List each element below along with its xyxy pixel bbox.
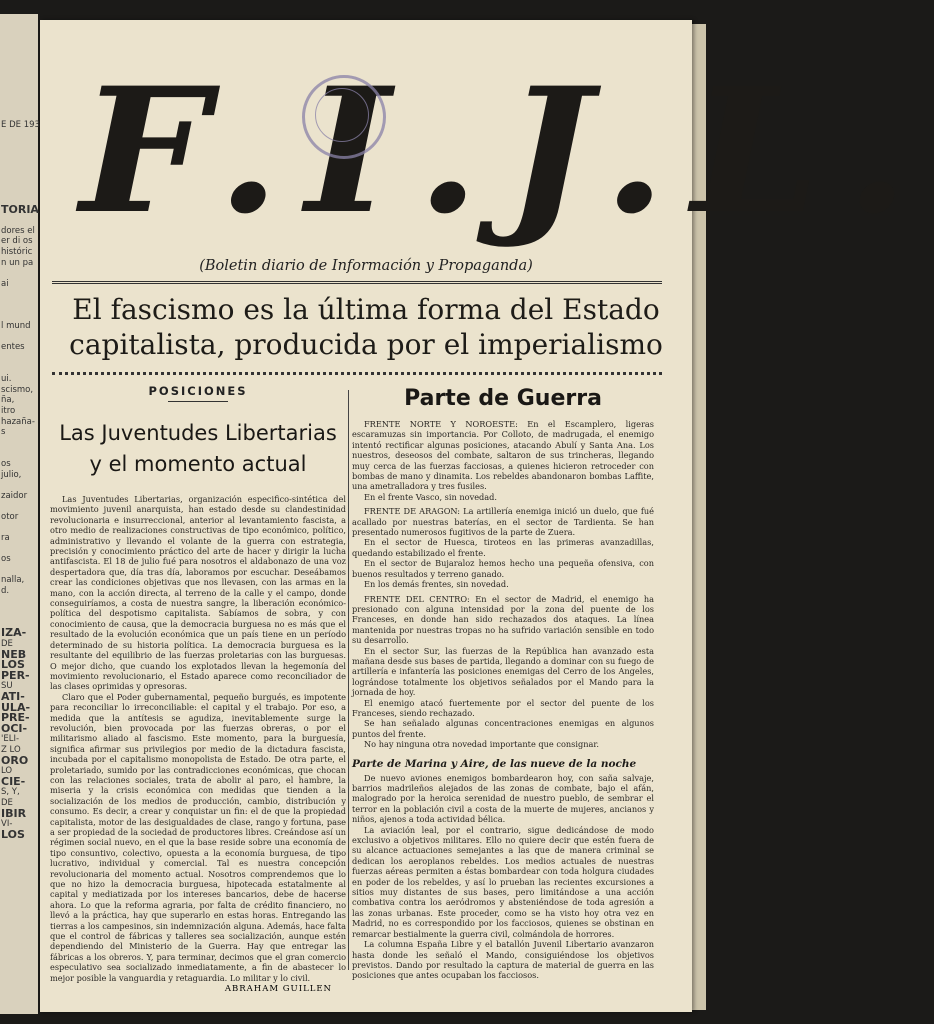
marine-air-report-body bbox=[352, 773, 654, 981]
strip-line bbox=[0, 131, 38, 142]
report-paragraph: En los demás frentes, sin novedad. bbox=[364, 579, 509, 590]
report-paragraph: Se han señalado algunas concentraciones enemigas en algunos puntos del frente. bbox=[352, 718, 654, 739]
strip-line: ra bbox=[1, 533, 10, 544]
strip-line: E DE 193 bbox=[1, 119, 40, 130]
war-report-title: Parte de Guerra bbox=[404, 386, 602, 411]
strip-line bbox=[0, 501, 38, 512]
strip-line bbox=[0, 88, 38, 99]
headline-line-1: El fascismo es la última forma del Estado bbox=[72, 293, 660, 326]
strip-line: PER- bbox=[1, 668, 30, 682]
newspaper-page bbox=[40, 20, 934, 1012]
strip-line bbox=[0, 523, 38, 534]
strip-line bbox=[0, 215, 38, 226]
masthead bbox=[40, 20, 934, 280]
strip-line bbox=[0, 565, 38, 576]
article-body bbox=[50, 494, 346, 983]
strip-line bbox=[0, 364, 38, 375]
section-label: POSICIONES bbox=[148, 384, 248, 398]
strip-line: CIE- bbox=[1, 774, 26, 788]
double-rule bbox=[52, 281, 662, 284]
strip-line bbox=[0, 14, 38, 25]
report-paragraph: La aviación leal, por el contrario, sigue dedicándose de modo exclusivo a objetivos militares. Ello no quiere decir que estén fuera de su alcance actuaciones semejantes a las que de manera criminal se dedican los aeroplanos rebeldes. Los medios actuales de nuestras fuerzas aéreas permiten a éstas bombardear con toda holgura ciudades en poder de los rebeldes, y así lo prueban las recientes excursiones a sitios muy distantes de sus bases, pero limitándose a una acción combativa contra los aeródromos y absteniéndose de toda agresión a las zonas urbanas. Este proceder, como se ha visto hoy otra vez en Madrid, no es correspondido por los facciosos, quienes se obstinan en remarcar bestialmente la guerra civil, colmándola de horrores. bbox=[352, 824, 654, 939]
strip-line: ATI- bbox=[1, 690, 25, 703]
strip-line: OCI- bbox=[1, 721, 28, 735]
strip-line: entes bbox=[1, 342, 25, 353]
strip-line: Z LO bbox=[1, 744, 21, 755]
report-paragraph: FRENTE DEL CENTRO: En el sector de Madrid, el enemigo ha presionado con alguna intensidad por la zona del puente de los Franceses, en donde han sido rechazados dos ataques. La línea mantenida por nuestras tropas no ha sufrido variación sensible en todo su desarrollo. bbox=[352, 593, 654, 646]
right-column bbox=[352, 384, 654, 981]
report-paragraph: El enemigo atacó fuertemente por el sector del puente de los Franceses, siendo rechazado. bbox=[352, 697, 654, 718]
report-paragraph: En el sector de Huesca, tiroteos en las primeras avanzadillas, quedando estabilizado el frente. bbox=[352, 537, 654, 558]
report-paragraph: La columna España Libre y el batallón Juvenil Libertario avanzaron hasta donde les señaló el Mando, consiguiéndose los objetivos previstos. Dando por resultado la captura de material de guerra en las posiciones que antes ocupaban los facciosos. bbox=[352, 939, 654, 981]
strip-line bbox=[0, 67, 38, 78]
strip-line: julio, bbox=[1, 469, 22, 480]
strip-line: hazaña- bbox=[1, 416, 35, 427]
strip-line bbox=[0, 152, 38, 163]
strip-line: VI- bbox=[1, 819, 13, 830]
strip-line: nalla, bbox=[1, 575, 25, 586]
strip-line: históric bbox=[1, 247, 33, 258]
strip-line: ui. bbox=[1, 374, 12, 385]
report-paragraph: En el sector Sur, las fuerzas de la República han avanzado esta mañana desde sus bases de partida, llegando a dominar con su fuego de artillería e infantería las posiciones enemigas del Cerro de los Angeles, lográndose totalmente los objetivos señalados por el Mando para la jornada de hoy. bbox=[352, 645, 654, 698]
strip-line: LOS bbox=[1, 658, 25, 672]
strip-line: zaidor bbox=[1, 490, 28, 501]
column-divider bbox=[348, 390, 349, 970]
strip-line: DE bbox=[1, 797, 13, 808]
strip-line: DE bbox=[1, 639, 13, 650]
strip-line bbox=[0, 99, 38, 110]
strip-line: TORIA bbox=[1, 202, 39, 216]
strip-line: dores el bbox=[1, 225, 35, 236]
article-title bbox=[50, 418, 346, 480]
strip-line bbox=[0, 480, 38, 491]
strip-line bbox=[0, 300, 38, 311]
strip-line bbox=[0, 109, 38, 120]
article-title-line-2: y el momento actual bbox=[89, 452, 307, 476]
strip-line bbox=[0, 607, 38, 618]
strip-line: os bbox=[1, 554, 11, 565]
dotted-rule bbox=[52, 372, 662, 375]
strip-line bbox=[0, 78, 38, 89]
strip-line: n un pa bbox=[1, 257, 34, 268]
section-underline bbox=[168, 401, 228, 402]
report-paragraph: De nuevo aviones enemigos bombardearon hoy, con saña salvaje, barrios madrileños alejados de las zonas de combate, bajo el afán, malogrado por la heroica serenidad de nuestro pueblo, de sembrar el terror en la población civil a costa de la muerte de mujeres, ancianos y niños, ajenos a toda actividad bélica. bbox=[352, 772, 654, 825]
strip-line: SU bbox=[1, 681, 13, 692]
strip-line bbox=[0, 597, 38, 608]
report-paragraph: FRENTE DE ARAGON: La artillería enemiga inició un duelo, que fué acallado por nuestras baterías, en el sector de Tardienta. Se han presentado numerosos fugitivos de la parte de Zuera. bbox=[352, 506, 654, 538]
strip-line: os bbox=[1, 458, 11, 469]
strip-line bbox=[0, 46, 38, 57]
strip-line bbox=[0, 25, 38, 36]
strip-line: er di os bbox=[1, 236, 33, 247]
strip-line: d. bbox=[1, 586, 10, 597]
strip-line: NEB bbox=[1, 647, 27, 661]
strip-line: scismo, bbox=[1, 384, 34, 395]
strip-line: 'ELI- bbox=[1, 734, 20, 745]
strip-line: IZA- bbox=[1, 626, 27, 640]
strip-line: PRE- bbox=[1, 711, 30, 725]
left-column bbox=[50, 384, 346, 994]
article-paragraph: Las Juventudes Libertarias, organización especifico-sintética del movimiento juvenil anarquista, han estado desde su clandestinidad revolucionaria e insurreccional, anterior al levantamiento fascista, a otro medio de realizaciones constructivas de tipo económico, político, administrativo y llevando el volante de la guerra con estrategia, precisión y conocimiento práctico del arte de hacer y dirigir la lucha antifascista. El 18 de julio fué para nosotros el aldabonazo de una voz despertadora que, día tras día, laboramos por escuchar. Deseábamos crear las condiciones objetivas que nos llevasen, con las armas en la mano, con la acción directa, al terreno de la calle y el campo, donde conseguiríamos, a costa de nuestra sangre, la liberación económico-política del despotismo capitalista. Sabíamos de sobra, y con conocimiento de causa, que la democracia burguesa no es más que el resultado de la evolución económica que un país tiene en un período determinado de su historia política. La democracia burguesa es la resultante del equilibrio de las fuerzas proletarias con las burguesas. O mejor dicho, que cuando los explotados llevan la hegemonía del movimiento revolucionario, el Estado aparece como reconciliador de las clases oprimidas y opresoras. bbox=[50, 494, 346, 692]
report-paragraph: No hay ninguna otra novedad importante que consignar. bbox=[364, 739, 600, 750]
main-headline bbox=[40, 292, 692, 362]
strip-line: ai bbox=[1, 278, 9, 289]
strip-line bbox=[0, 438, 38, 449]
report-paragraph: En el frente Vasco, sin novedad. bbox=[364, 491, 498, 502]
library-stamp bbox=[302, 75, 386, 159]
strip-line bbox=[0, 56, 38, 67]
strip-line bbox=[0, 268, 38, 279]
strip-line bbox=[0, 35, 38, 46]
strip-line bbox=[0, 162, 38, 173]
strip-line bbox=[0, 448, 38, 459]
strip-line bbox=[0, 311, 38, 322]
strip-line bbox=[0, 173, 38, 184]
headline-line-2: capitalista, producida por el imperialismo bbox=[69, 328, 663, 361]
strip-line: S, Y, bbox=[1, 787, 20, 798]
strip-line bbox=[0, 544, 38, 555]
strip-line: otor bbox=[1, 511, 19, 522]
article-title-line-1: Las Juventudes Libertarias bbox=[59, 421, 337, 445]
masthead-logo: F.I.J.L. bbox=[80, 49, 934, 252]
strip-line: ña, bbox=[1, 395, 15, 406]
strip-line bbox=[0, 332, 38, 343]
strip-line: itro bbox=[1, 405, 16, 416]
article-paragraph: Claro que el Poder gubernamental, pequeño burgués, es impotente para reconciliar lo irreconciliable: el capital y el trabajo. Por eso, a medida que la antítesis se agudiza, inevitablemente surge la revolución, bien provocada por las fuerzas obreras, o por el militarismo aliado al fascismo. Este momento, para la burguesía, significa afirmar sus privilegios por medio de la dictadura fascista, incubada por el capitalismo monopolista de Estado. De otra parte, el proletariado, sumido por las contradicciones económicas, que chocan con las relaciones sociales, trata de abolir al paro, el hambre, la miseria y la crisis económica con medidas que tienden a la socialización de los medios de producción, cambio, distribución y consumo. Es decir, a crear y conquistar un fin: el de que la propiedad capitalista, motor de las desigualdades de clase, rango y fortuna, pase a ser propiedad de la sociedad de productores libres. Creándose así un régimen social nuevo, en el que la base reside sobre una economía de tipo consuntivo, colectivo, opuesta a la economía burguesa, de tipo lucrativo, individual y comercial. Tal es nuestra concepción revolucionaria del momento actual. Nosotros comprendemos que lo que no hizo la democracia burguesa, hipotecada estatalmente al capital y mediatizada por los intereses bancarios, debe de hacerse ahora. Lo que la reforma agraria, por falta de crédito financiero, no llevó a la práctica, hay que superarlo en estas horas. Entregando las tierras a los campesinos, sin indemnización alguna. Además, hace falta que el control de fábricas y talleres sea socialización, aunque estén dependiendo del Ministerio de la Guerra. Hay que entregar las fábricas a los obreros. Y, para terminar, decimos que el gran comercio especulativo sea socializado inmediatamente, a fin de abastecer lo mejor posible la vanguardia y retaguardia. Lo militar y lo civil. bbox=[50, 691, 346, 983]
strip-line: LOS bbox=[1, 827, 25, 841]
masthead-subtitle: (Boletin diario de Información y Propaganda) bbox=[199, 258, 533, 274]
stamp-inner-ring bbox=[315, 88, 369, 142]
marine-air-report-title: Parte de Marina y Aire, de las nueve de la noche bbox=[352, 757, 637, 770]
war-report-body bbox=[352, 419, 654, 750]
strip-line: LO bbox=[1, 766, 13, 777]
strip-line bbox=[0, 353, 38, 364]
strip-line: l mund bbox=[1, 321, 31, 332]
article-signature: ABRAHAM GUILLEN bbox=[224, 984, 332, 995]
report-paragraph: En el sector de Bujaraloz hemos hecho una pequeña ofensiva, con buenos resultados y terreno ganado. bbox=[352, 558, 654, 579]
strip-line: IBIR bbox=[1, 806, 27, 820]
strip-line bbox=[0, 141, 38, 152]
report-paragraph: FRENTE NORTE Y NOROESTE: En el Escamplero, ligeras escaramuzas sin importancia. Por Colloto, de madrugada, el enemigo intentó rectificar algunas posiciones, atacando Abulí y Santa Ana. Los nuestros, deseosos del combate, saltaron de sus trincheras, llegando muy cerca de las fuerzas facciosas, a quienes hicieron retroceder con bombas de mano y dinamita. Los rebeldes abandonaron bombas Laffite, una ametralladora y tres fusiles. bbox=[352, 419, 654, 492]
strip-line: s bbox=[1, 427, 6, 438]
strip-line: ORO bbox=[1, 753, 29, 767]
strip-line bbox=[0, 184, 38, 195]
adjacent-page-strip bbox=[0, 14, 38, 1014]
strip-line: ULA- bbox=[1, 700, 31, 714]
strip-line bbox=[0, 289, 38, 300]
